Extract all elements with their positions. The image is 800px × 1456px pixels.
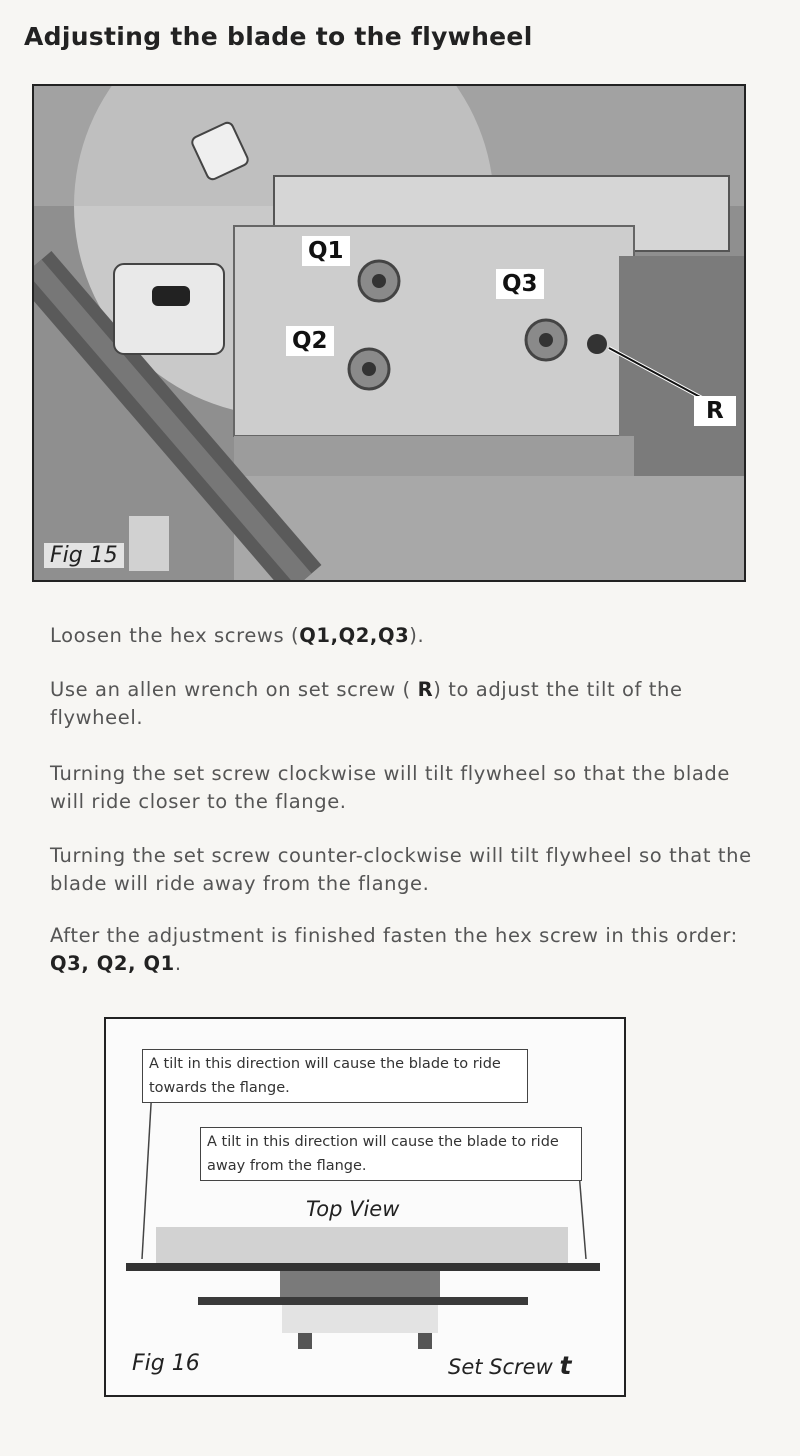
tilt-towards-flange-note: A tilt in this direction will cause the blade to ride towards the flange. xyxy=(142,1049,528,1103)
instruction-text: . xyxy=(174,952,182,975)
fig16-diagram xyxy=(104,1017,626,1397)
instruction-clockwise: Turning the set screw clockwise will tilt flywheel so that the blade will ride closer to the flange. xyxy=(50,762,730,813)
fig15-label: Fig 15 xyxy=(44,543,124,568)
instruction-text: Loosen the hex screws ( xyxy=(50,624,300,647)
tilt-away-flange-note: A tilt in this direction will cause the blade to ride away from the flange. xyxy=(200,1127,582,1181)
flywheel-photo-illustration xyxy=(34,86,744,580)
top-view-label: Top View xyxy=(306,1197,400,1221)
fig16-label: Fig 16 xyxy=(132,1351,200,1376)
set-screw-text: Set Screw xyxy=(448,1355,553,1379)
callout-q2: Q2 xyxy=(286,326,334,356)
instruction-bold: Q3, Q2, Q1 xyxy=(50,952,175,975)
set-screw-label xyxy=(448,1351,571,1380)
instruction-counter-clockwise: Turning the set screw counter-clockwise will tilt flywheel so that the blade will ride away from the flange. xyxy=(50,844,752,895)
instruction-allen-wrench xyxy=(50,676,760,732)
callout-r: R xyxy=(694,396,736,426)
instruction-text: ) to adjust the tilt of the flywheel. xyxy=(50,678,683,729)
instruction-loosen xyxy=(50,622,760,650)
instruction-bold: Q1,Q2,Q3 xyxy=(299,624,410,647)
instruction-fasten-order xyxy=(50,922,760,978)
set-screw-mark: t xyxy=(559,1351,572,1380)
page-title: Adjusting the blade to the flywheel xyxy=(24,22,533,51)
callout-q1: Q1 xyxy=(302,236,350,266)
instruction-text: ). xyxy=(409,624,425,647)
fig15-photo xyxy=(32,84,746,582)
callout-q3: Q3 xyxy=(496,269,544,299)
instruction-text: Use an allen wrench on set screw ( xyxy=(50,678,418,701)
instruction-bold: R xyxy=(417,678,434,701)
instruction-text: After the adjustment is finished fasten the hex screw in this order: xyxy=(50,924,738,947)
